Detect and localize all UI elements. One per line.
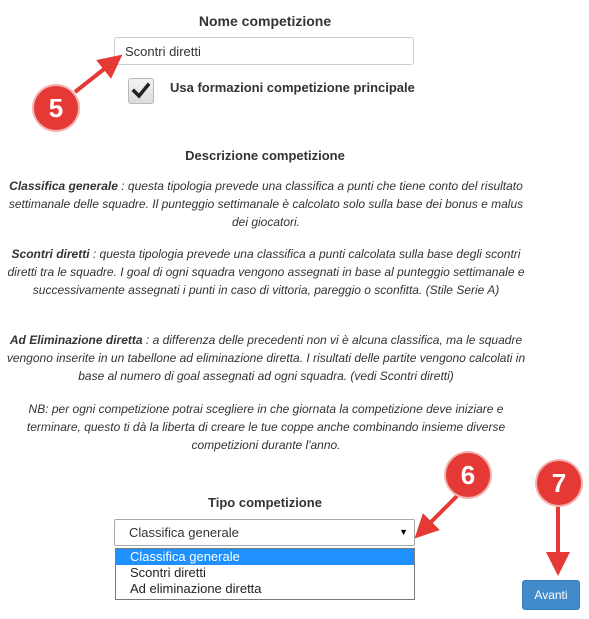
description-text: : questa tipologia prevede una classifica a punti calcolata sulla base degli scontri diretti tra le squadre. I goal di ogni squadra vengono assegnati in base al punteggio settimanale e successivamente assegnati i punti in caso di vittoria, pareggio o sconfitta. (Stile Serie A) [7,247,525,297]
arrow-6 [423,490,463,530]
checkbox-label: Usa formazioni competizione principale [170,80,415,95]
note-text: NB: per ogni competizione potrai scegliere in che giornata la competizione deve iniziare e terminare, questo ti dà la liberta di creare le tue coppe anche combinando insieme diverse competizioni durante l'anno. [26,402,506,452]
description-text: : a differenza delle precedenti non vi è alcuna classifica, ma le squadre vengono inserite in un tabellone ad eliminazione diretta. I risultati delle partite vengono calcolati in base al numero di goal assegnati ad ogni squadra. (vedi Scontri diretti) [6,333,526,383]
caret-down-icon: ▼ [399,527,408,537]
competition-name-input[interactable]: Scontri diretti [114,37,414,65]
step-badge-6: 6 [446,453,490,497]
type-label: Tipo competizione [208,495,322,510]
name-label: Nome competizione [198,13,332,29]
description-term: Ad Eliminazione diretta [9,333,143,347]
select-value: Classifica generale [129,525,239,540]
description-text: : questa tipologia prevede una classifica a punti che tiene conto del risultato settimanale delle squadre. Il punteggio settimanale è calcolato solo sulla base dei bonus e malus dei giocatori. [8,179,524,229]
option-scontri-diretti[interactable]: Scontri diretti [130,565,206,580]
step-badge-7: 7 [537,461,581,505]
arrow-5 [75,62,113,92]
step-badge-5: 5 [34,86,78,130]
description-term: Scontri diretti [11,247,90,261]
description-term: Classifica generale [9,179,118,193]
description-title: Descrizione competizione [185,148,345,163]
next-button[interactable]: Avanti [522,580,580,610]
option-eliminazione-diretta[interactable]: Ad eliminazione diretta [130,581,262,596]
option-classifica-generale[interactable]: Classifica generale [116,549,414,565]
